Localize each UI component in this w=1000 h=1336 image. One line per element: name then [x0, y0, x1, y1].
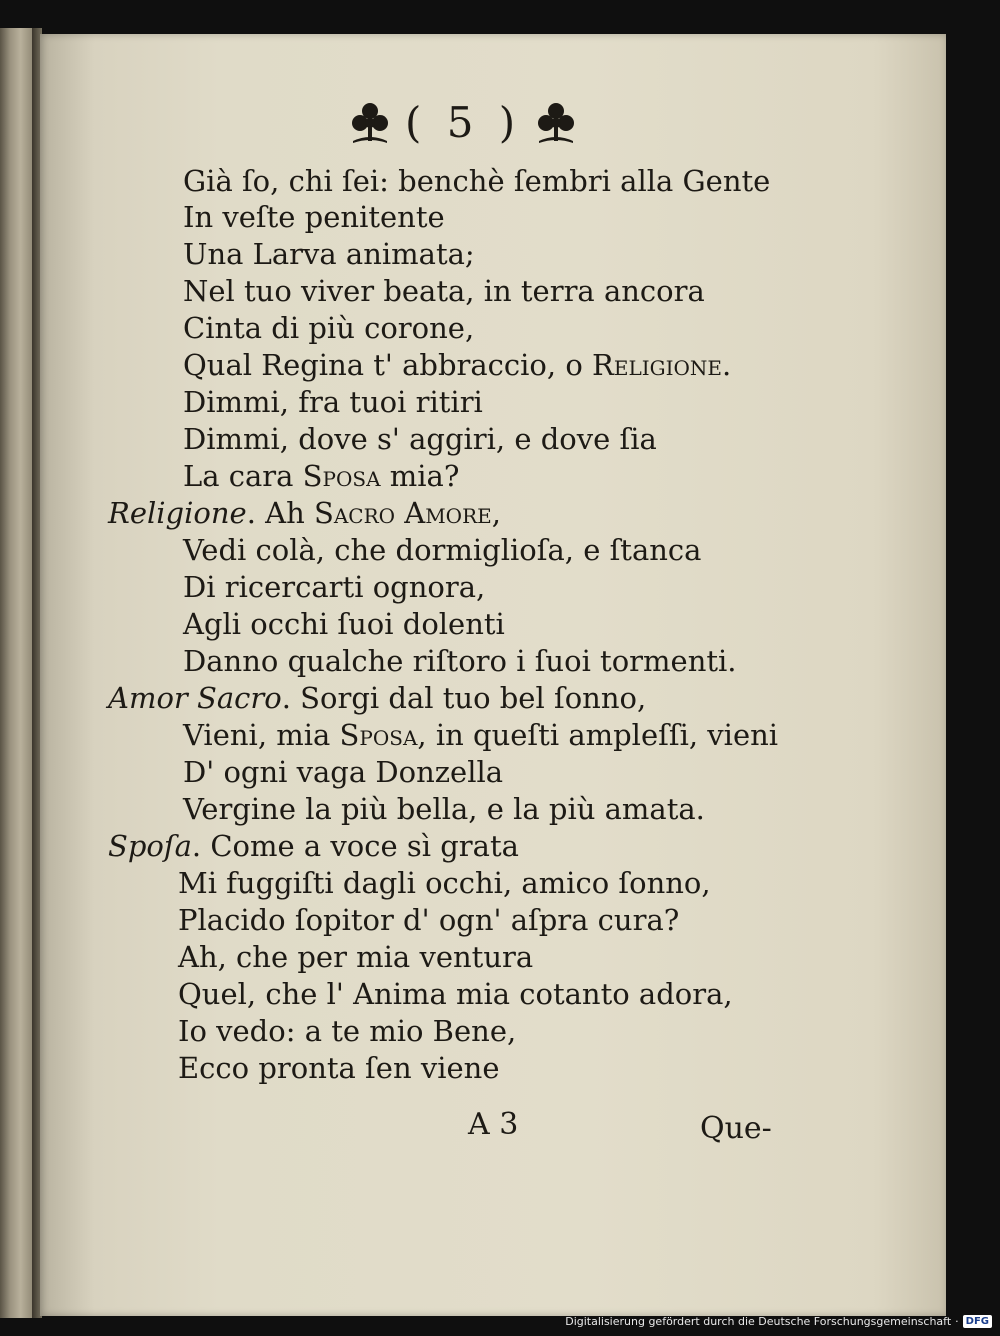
small-caps-word: Sacro Amore: [313, 496, 492, 530]
verse-line: Ecco pronta ſen viene: [178, 1051, 500, 1085]
speaker-name: Spoſa: [108, 829, 192, 863]
small-caps-word: Sposa: [302, 459, 381, 493]
dfg-logo-icon: DFG: [963, 1315, 992, 1328]
verse-line: Dimmi, fra tuoi ritiri: [183, 385, 483, 419]
verse-line: Ah, che per mia ventura: [178, 940, 534, 974]
verse-line: Cinta di più corone,: [183, 311, 475, 345]
verse-line: Mi fuggiſti dagli occhi, amico ſonno,: [178, 866, 711, 900]
verse-line: Io vedo: a te mio Bene,: [178, 1014, 517, 1048]
speaker-line: Religione. Ah Sacro Amore,: [108, 496, 501, 530]
verse-line: D' ogni vaga Donzella: [183, 755, 504, 789]
verse-line: Agli occhi ſuoi dolenti: [183, 607, 505, 641]
verse-line: Vieni, mia Sposa, in queſti ampleſſi, vieni: [183, 718, 779, 752]
verse-line: Dimmi, dove s' aggiri, e dove ſia: [183, 422, 657, 456]
verse-line: Vedi colà, che dormiglioſa, e ſtanca: [183, 533, 702, 567]
credit-separator: ·: [955, 1314, 959, 1328]
verse-line: Danno qualche riſtoro i ſuoi tormenti.: [183, 644, 737, 678]
signature-mark: A 3: [468, 1107, 519, 1142]
trefoil-ornament-left-icon: [345, 101, 395, 145]
verse-line: Qual Regina t' abbraccio, o Religione.: [183, 348, 732, 382]
speaker-line: Amor Sacro. Sorgi dal tuo bel ſonno,: [108, 681, 647, 715]
speaker-line: Spoſa. Come a voce sì grata: [108, 829, 519, 863]
verse-line: Una Larva animata;: [183, 237, 475, 271]
verse-line: Vergine la più bella, e la più amata.: [183, 792, 705, 826]
page-number: ( 5 ): [405, 98, 522, 147]
verse-line: Di ricercarti ognora,: [183, 570, 486, 604]
digitization-credit: [565, 1312, 992, 1330]
small-caps-word: Sposa: [339, 718, 418, 752]
small-caps-word: Religione: [592, 348, 723, 382]
verse-line: Quel, che l' Anima mia cotanto adora,: [178, 977, 733, 1011]
credit-text: Digitalisierung gefördert durch die Deutsche Forschungsgemeinschaft: [565, 1314, 952, 1328]
verse-line: Già ſo, chi ſei: benchè ſembri alla Gente: [183, 164, 771, 198]
catchword: Que-: [700, 1111, 772, 1146]
verse-line: Placido ſopitor d' ogn' aſpra cura?: [178, 903, 680, 937]
verse-line: Nel tuo viver beata, in terra ancora: [183, 274, 705, 308]
page-header: [345, 98, 581, 148]
verse-line: La cara Sposa mia?: [183, 459, 460, 493]
trefoil-ornament-right-icon: [531, 101, 581, 145]
speaker-name: Religione: [108, 496, 247, 530]
previous-page-edge: [0, 28, 34, 1318]
verse-line: In veſte penitente: [183, 200, 445, 234]
speaker-name: Amor Sacro: [108, 681, 282, 715]
